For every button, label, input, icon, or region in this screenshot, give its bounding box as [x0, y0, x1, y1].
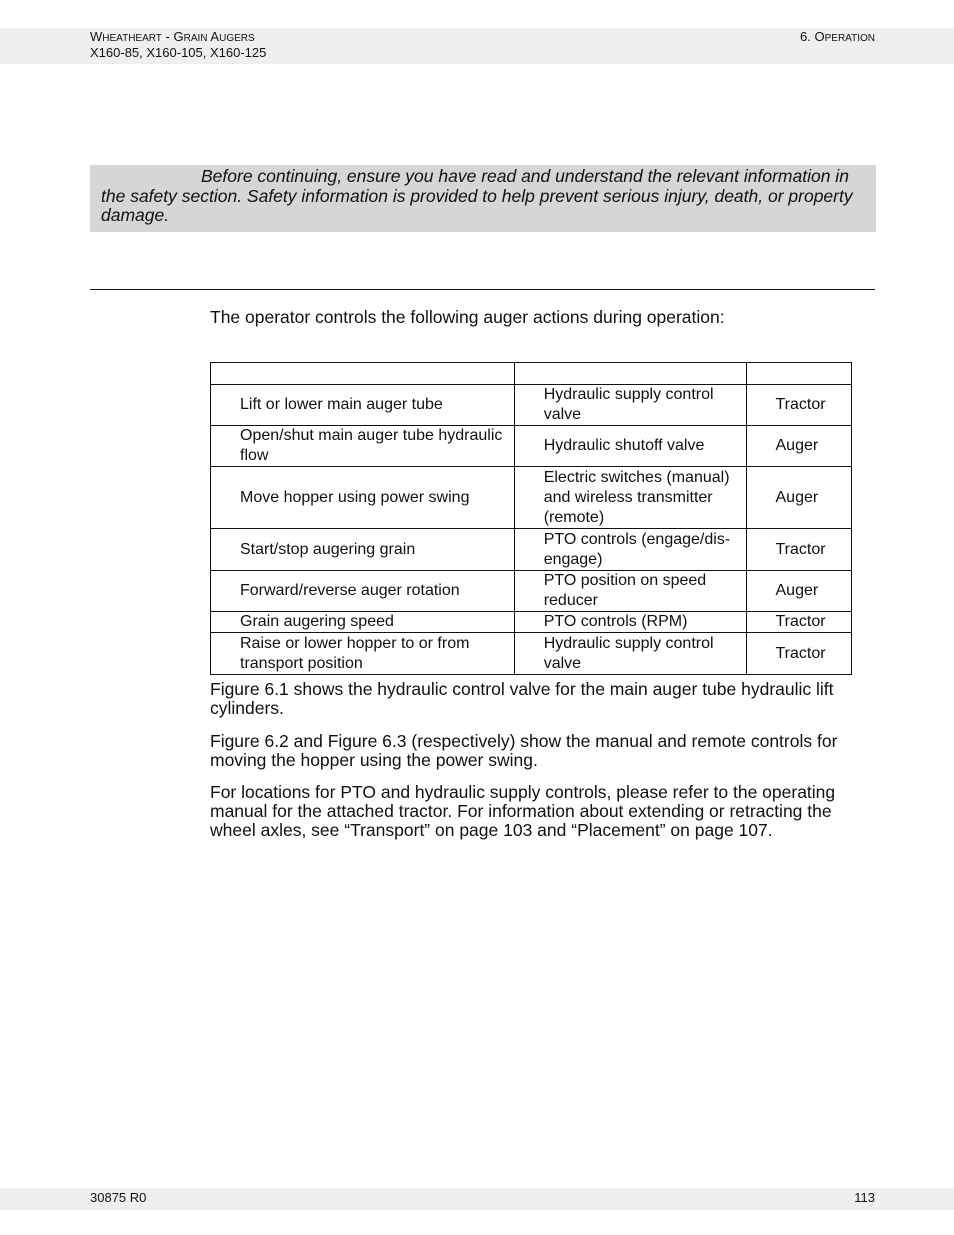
- paragraph-figure-6-1: Figure 6.1 shows the hydraulic control valve for the main auger tube hydraulic lift cylinders.: [210, 679, 834, 718]
- header-models: X160-85, X160-105, X160-125: [90, 45, 267, 60]
- action-cell: Lift or lower main auger tube: [211, 385, 515, 426]
- header-section-part: PERATION: [824, 33, 875, 44]
- controls-table: [210, 362, 852, 675]
- location-cell: Auger: [746, 426, 852, 467]
- control-cell: Electric switches (manual) and wireless transmitter (remote): [514, 467, 746, 529]
- table-row: [211, 633, 852, 675]
- header-title-part: HEATHEART: [102, 33, 162, 44]
- table-row: [211, 426, 852, 467]
- action-cell: Forward/reverse auger rotation: [211, 571, 515, 612]
- location-cell: Tractor: [746, 385, 852, 426]
- action-cell: Grain augering speed: [211, 612, 515, 633]
- table-row: [211, 467, 852, 529]
- header-section-part: 6. O: [800, 29, 825, 44]
- table-row: [211, 529, 852, 571]
- table-row: [211, 385, 852, 426]
- table-header-row: [211, 363, 852, 385]
- table-row: [211, 571, 852, 612]
- control-cell: Hydraulic supply control valve: [514, 385, 746, 426]
- location-cell: Tractor: [746, 633, 852, 675]
- header-title-part: RAIN: [183, 33, 208, 44]
- header-section: [800, 29, 875, 47]
- action-cell: Start/stop augering grain: [211, 529, 515, 571]
- location-cell: Auger: [746, 467, 852, 529]
- header-title-part: W: [90, 29, 103, 44]
- control-cell: Hydraulic supply control valve: [514, 633, 746, 675]
- header-title-part: -: [161, 29, 174, 44]
- location-cell: Tractor: [746, 529, 852, 571]
- paragraph-figure-6-2-6-3: Figure 6.2 and Figure 6.3 (respectively) show the manual and remote controls for moving the hopper using the power swing.: [210, 731, 838, 770]
- action-cell: Move hopper using power swing: [211, 467, 515, 529]
- section-rule: [90, 289, 875, 290]
- notice-text: Before continuing, ensure you have read and understand the relevant information in the safety section. Safety information is provided to help prevent serious injury, death, or property damage.: [101, 166, 853, 225]
- header-title-part: A: [210, 29, 220, 44]
- safety-notice: [90, 165, 876, 232]
- table-header-cell: [211, 363, 515, 385]
- control-cell: Hydraulic shutoff valve: [514, 426, 746, 467]
- header-title-part: UGERS: [219, 33, 255, 44]
- footer-page-number: 113: [854, 1190, 875, 1205]
- control-cell: PTO controls (RPM): [514, 612, 746, 633]
- control-cell: PTO position on speed reducer: [514, 571, 746, 612]
- table-row: [211, 612, 852, 633]
- table-header-cell: [514, 363, 746, 385]
- action-cell: Raise or lower hopper to or from transport position: [211, 633, 515, 675]
- control-cell: PTO controls (engage/dis-engage): [514, 529, 746, 571]
- location-cell: Auger: [746, 571, 852, 612]
- location-cell: Tractor: [746, 612, 852, 633]
- intro-text: The operator controls the following auger actions during operation:: [210, 307, 725, 327]
- footer-doc-number: 30875 R0: [90, 1190, 147, 1205]
- action-cell: Open/shut main auger tube hydraulic flow: [211, 426, 515, 467]
- table-header-cell: [746, 363, 852, 385]
- header-title-part: G: [173, 29, 184, 44]
- paragraph-pto-locations: For locations for PTO and hydraulic supply controls, please refer to the operating manual for the attached tractor. For information about extending or retracting the wheel axles, see “Transport” on page 103 and “Placement” on page 107.: [210, 782, 836, 840]
